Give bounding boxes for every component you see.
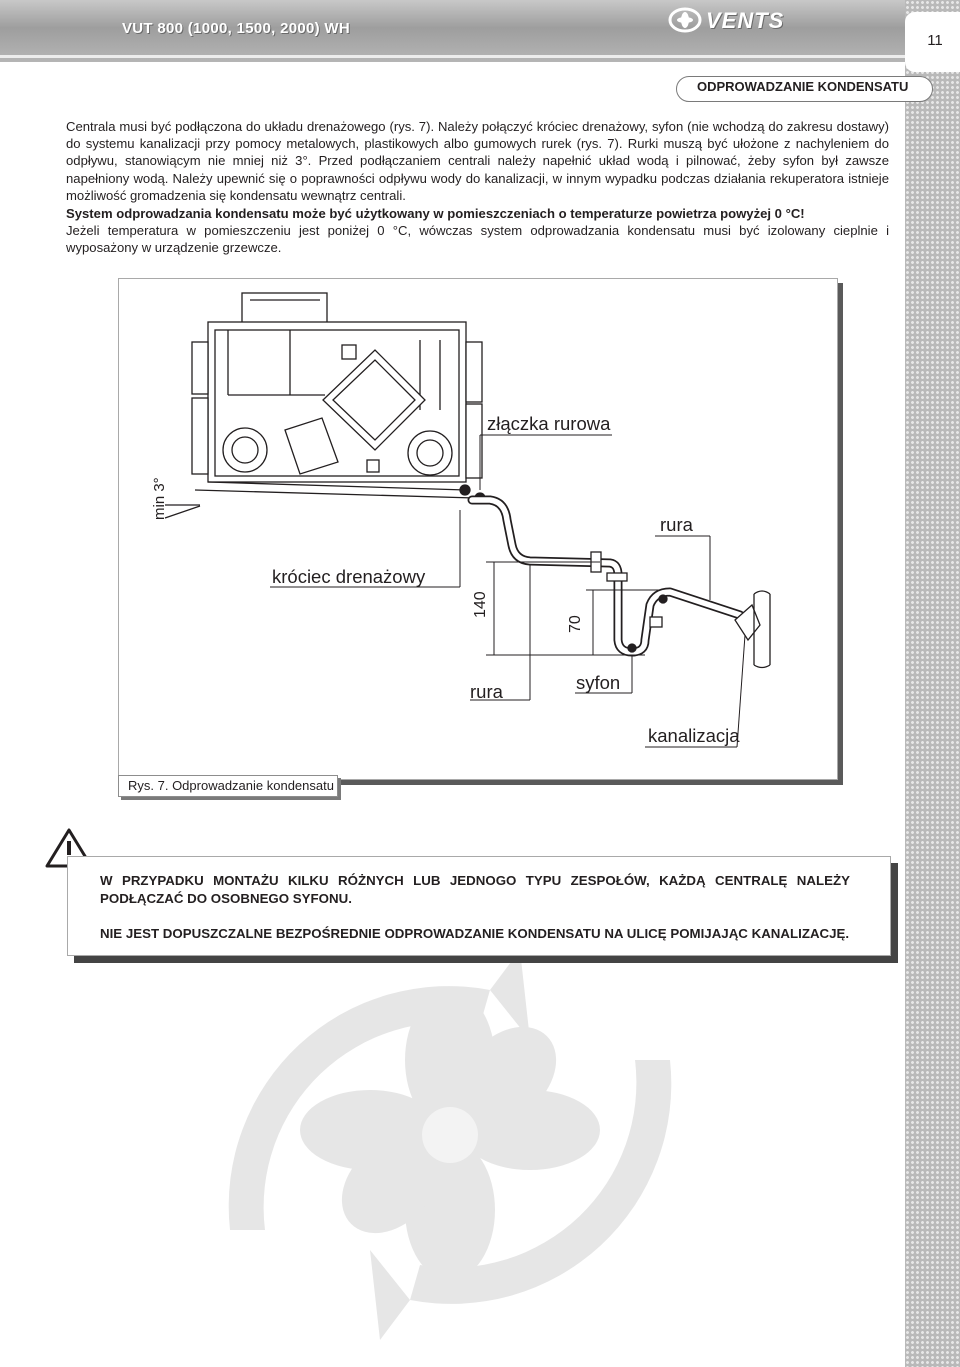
warning-text: W PRZYPADKU MONTAŻU KILKU RÓŻNYCH LUB JEDNOGO TYPU ZESPOŁÓW, KAŻDĄ CENTRALĘ NALEŻY PODŁĄCZAĆ DO OSOBNEGO SYFONU. [100, 873, 850, 906]
body-paragraph: Centrala musi być podłączona do układu drenażowego (rys. 7). Należy połączyć króciec drenażowy, syfon (nie wchodzą do zakresu dostawy) do systemu kanalizacji przy pomocy metalowych, plastikowych albo gumowych rurek (rys. 7). Rurki muszą być ułożone z nachyleniem do odpływu, stanowiącym nie mniej niż 3°. Przed podłączaniem centrali należy napełnić układ wodą i pilnować, żeby syfon był zawsze napełniony wodą. Należy upewnić się o poprawności odpływu wody do kanalizacji, w innym wypadku podczas działania rekuperatora istnieje możliwość gromadzenia się kondensatu wewnątrz centrali. [66, 119, 889, 203]
document-title: VUT 800 (1000, 1500, 2000) WH [122, 20, 350, 37]
figure-caption [118, 775, 338, 797]
label-kanalizacja: kanalizacja [648, 725, 740, 746]
page-number: 11 [927, 32, 943, 49]
fan-watermark-icon [190, 930, 710, 1360]
label-syfon: syfon [576, 672, 621, 693]
figure-caption-text: Rys. 7. Odprowadzanie kondensatu [128, 778, 334, 793]
label-zlaczka-rurowa: złączka rurowa [487, 413, 611, 434]
brand-name: VENTS [706, 8, 785, 33]
section-title: ODPROWADZANIE KONDENSATU [697, 79, 909, 94]
body-paragraph: Jeżeli temperatura w pomieszczeniu jest poniżej 0 °C, wówczas system odprowadzania kondensatu musi być izolowany cieplnie i wyposażony w urządzenie grzewcze. [66, 223, 889, 256]
condensate-drain-diagram [118, 278, 836, 778]
dimension-70: 70 [567, 615, 584, 633]
brand-logo [668, 6, 818, 34]
label-rura-top: rura [660, 514, 693, 535]
body-paragraph-bold: System odprowadzania kondensatu może być użytkowany w pomieszczeniach o temperaturze powietrza powyżej 0 °C! [66, 206, 805, 221]
warning-text: NIE JEST DOPUSZCZALNE BEZPOŚREDNIE ODPROWADZANIE KONDENSATU NA ULICĘ POMIJAJĄC KANALIZACJĘ. [100, 926, 850, 941]
side-pattern-strip [905, 0, 960, 1367]
dimension-140: 140 [472, 591, 489, 618]
label-rura-bottom: rura [470, 681, 503, 702]
label-krociec-drenazowy: króciec drenażowy [272, 566, 426, 587]
dimension-min-slope: min 3° [151, 477, 168, 520]
fan-logo-icon [668, 6, 702, 34]
